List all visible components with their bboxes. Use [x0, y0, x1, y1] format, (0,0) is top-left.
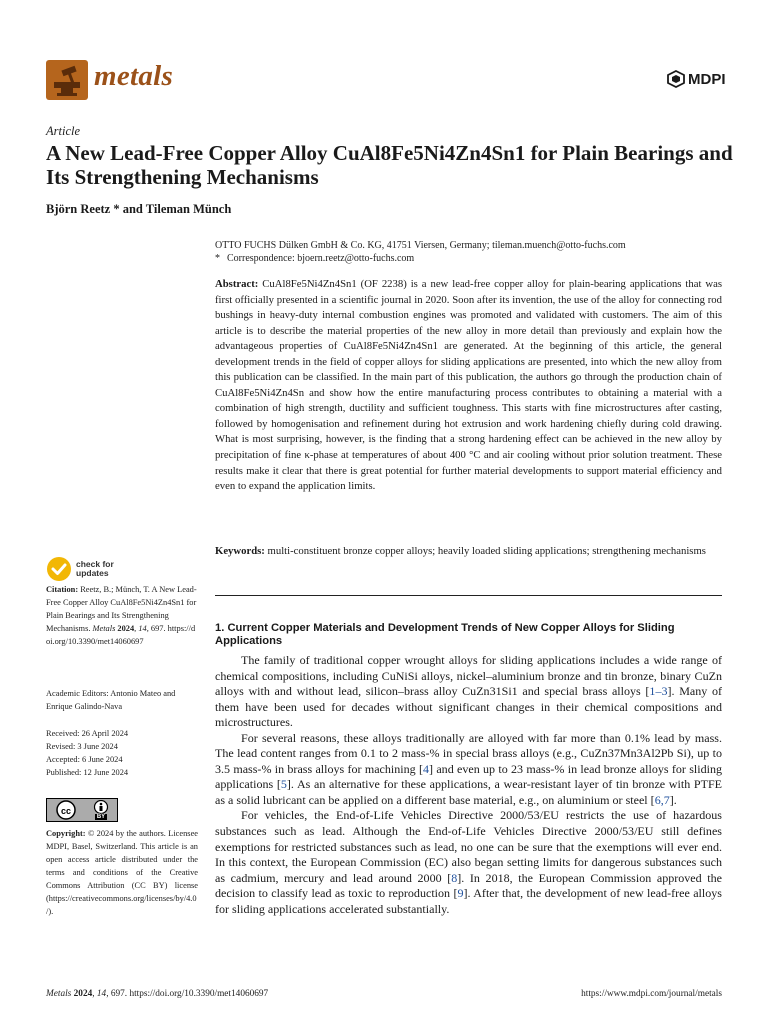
cc-license-badge[interactable] [46, 798, 118, 822]
paragraph-2-text-b: ] and even up to 23 mass-% in lead bronze alloys for sliding applications [ [215, 761, 722, 792]
cc-by-label: BY [96, 814, 106, 820]
paragraph-3-text-b: ]. In 2018, the European Commission approved the decision to classify lead as toxic to reproduction [ [215, 870, 722, 901]
reference-link[interactable]: 6,7 [654, 792, 670, 807]
keywords [215, 544, 722, 560]
paragraph-2-text-a: For several reasons, these alloys traditionally are alloyed with far more than 0.1% lead by mass. The lead content ranges from 0.1 to 2 mass-% in special brass alloys (e.g., CuZn37Mn3Al2Pb Si), up to 3.5 mass-% in brass alloys for machining [ [215, 730, 722, 776]
reference-link[interactable]: 8 [451, 870, 458, 885]
publication-dates [46, 727, 198, 779]
article-type: Article [46, 124, 81, 138]
copyright-label: Copyright: [46, 829, 86, 838]
footer-journal-url[interactable]: https://www.mdpi.com/journal/metals [581, 989, 722, 999]
paragraph-1-text-b: ]. Many of them have been used for decades without significant changes in their chemical compositions and microstructures. [215, 684, 722, 730]
keywords-text: multi-constituent bronze copper alloys; heavily loaded sliding applications; strengthening mechanisms [267, 545, 706, 557]
check-for-updates-label: check for updates [76, 559, 114, 578]
paragraph-3 [215, 808, 722, 917]
svg-text:cc: cc [60, 806, 72, 816]
footer-volume: 14 [96, 989, 107, 999]
section-body [215, 653, 722, 917]
affiliation: OTTO FUCHS Dülken GmbH & Co. KG, 41751 Viersen, Germany; tileman.muench@otto-fuchs.com [215, 240, 626, 251]
date-published: Published: 12 June 2024 [46, 768, 129, 777]
reference-link[interactable]: 5 [280, 777, 287, 792]
paragraph-1-text-a: The family of traditional copper wrought alloys for sliding applications includes a wide range of chemical compositions, including CuNiSi alloys, nickel–aluminium bronze and tin bronze, binary CuZn alloys with and without lead, silicon–brass alloy CuZn31Si1 and special brass alloys [ [215, 653, 722, 699]
cc-license-icon [55, 800, 77, 820]
check-for-updates-button[interactable] [46, 556, 114, 582]
footer-year: 2024 [73, 989, 93, 999]
paragraph-2 [215, 731, 722, 809]
paragraph-1 [215, 653, 722, 731]
citation-volume: 14 [138, 624, 147, 633]
keywords-label: Keywords: [215, 545, 265, 557]
footer-journal: Metals [46, 989, 72, 999]
date-accepted: Accepted: 6 June 2024 [46, 755, 123, 764]
page-footer [46, 989, 722, 999]
abstract [215, 277, 722, 495]
citation-pages: 697. [150, 624, 166, 633]
correspondence [215, 252, 735, 265]
section-divider [215, 595, 722, 596]
correspondence-email: Correspondence: bjoern.reetz@otto-fuchs.com [227, 253, 415, 264]
metals-logo-icon [46, 60, 88, 100]
footer-citation: Metals 2024, 14, 697. https://doi.org/10.3390/met14060697 [46, 989, 269, 999]
paragraph-3-text-a: For vehicles, the End-of-Life Vehicles Directive 2000/53/EU restricts the use of hazardous substances such as lead. Although the End-of-Life Vehicles Directive 2000/53/EU still defines exemptions for restricted substances such as lead, no one can be sure that the exemptions will ever end. In this context, the European Commission (EC) also began setting limits for dangerous substances such as cadmium, mercury and lead around 2000 [ [215, 808, 722, 885]
correspondence-marker: * [215, 253, 220, 264]
mdpi-logo [667, 70, 726, 88]
citation-doi-link[interactable]: https://doi.org/10.3390/met14060697 [46, 624, 196, 646]
citation-label: Citation: [46, 585, 79, 594]
date-revised: Revised: 3 June 2024 [46, 742, 118, 751]
anvil-hammer-icon [46, 60, 88, 100]
paragraph-2-text-c: ]. As an alternative for these applications, a wear-resistant layer of tin bronze with PTFE as a solid lubricant can be applied on a different base material, e.g., on aluminium or steel [ [215, 777, 722, 807]
check-for-updates-icon [46, 556, 72, 582]
footer-doi[interactable]: 697. https://doi.org/10.3390/met14060697 [110, 989, 269, 999]
publisher-name: MDPI [688, 70, 726, 88]
paragraph-3-text-c: ]. After that, the development of new lead-free alloys for sliding applications accelerated substantially. [215, 886, 722, 916]
date-received: Received: 26 April 2024 [46, 729, 129, 738]
citation-journal: Metals [92, 624, 116, 633]
mdpi-logo-icon [667, 70, 685, 88]
copyright [46, 827, 198, 918]
citation-text: Reetz, B.; Münch, T. A New Lead-Free Copper Alloy CuAl8Fe5Ni4Zn4Sn1 for Plain Bearings and Its Strengthening Mechanisms. [46, 585, 197, 633]
section-heading: 1. Current Copper Materials and Development Trends of New Copper Alloys for Sliding Applications [215, 622, 675, 647]
reference-link[interactable]: 9 [457, 886, 464, 901]
abstract-text: CuAl8Fe5Ni4Zn4Sn1 (OF 2238) is a new lead-free copper alloy for plain-bearing applications that was first officially presented in a scientific journal in 2020. Soon after its invention, the use of the alloy for connecting rod bushings in heavy-duty internal combustion engines was promoted and validated with customers. The aim of this article is to describe the material properties of the new alloy in more detail than previously and explain how the advantageous properties of CuAl8Fe5Ni4Zn4Sn1 are generated. At the beginning of this article, the general development trends in the field of copper alloys for sliding applications are presented, into which the new alloy from this publication can be classified. In the main part of this publication, the authors go through the production chain of CuAl8Fe5Ni4Zn4Sn and show how the entire manufacturing process contributes to obtaining a material with a combination of high strength, ductility and sufficient toughness. This starts with fine microstructures after casting, followed by homogenisation and refinement during hot extrusion and work hardening chiefly during cold drawing. What is most surprising, however, is the finding that a strong hardening effect can be achieved in the new alloy by precipitation of fine κ-phase at temperatures of about 400 °C and air cooling without prior solution treatment. These results make it clear that there is great potential for further material developments to support material efficiency and even to expand the application limits. [215, 278, 722, 493]
copyright-text: © 2024 by the authors. Licensee MDPI, Basel, Switzerland. This article is an open access article distributed under the terms and conditions of the Creative Commons Attribution (CC BY) license (https://creativecommons.org/licenses/by/4.0/). [46, 829, 198, 916]
authors: Björn Reetz * and Tileman Münch [46, 202, 232, 216]
reference-link[interactable]: 4 [423, 761, 430, 776]
article-title: A New Lead-Free Copper Alloy CuAl8Fe5Ni4Zn4Sn1 for Plain Bearings and Its Strengthening Mechanisms [46, 141, 733, 189]
citation-year: 2024 [117, 624, 135, 633]
cc-by-person-icon [93, 800, 109, 814]
reference-link[interactable]: 1–3 [649, 684, 668, 699]
journal-name: metals [94, 60, 174, 92]
abstract-label: Abstract: [215, 278, 259, 290]
academic-editors: Academic Editors: Antonio Mateo and Enrique Galindo-Nava [46, 689, 176, 711]
citation: Citation: Reetz, B.; Münch, T. A New Lead-Free Copper Alloy CuAl8Fe5Ni4Zn4Sn1 for Plain Bearings and Its Strengthening Mechanisms. Metals 2024, 14, 697. https://doi.org/10.3390/met14060697 [46, 585, 197, 646]
paragraph-2-text-d: ]. [669, 792, 677, 807]
